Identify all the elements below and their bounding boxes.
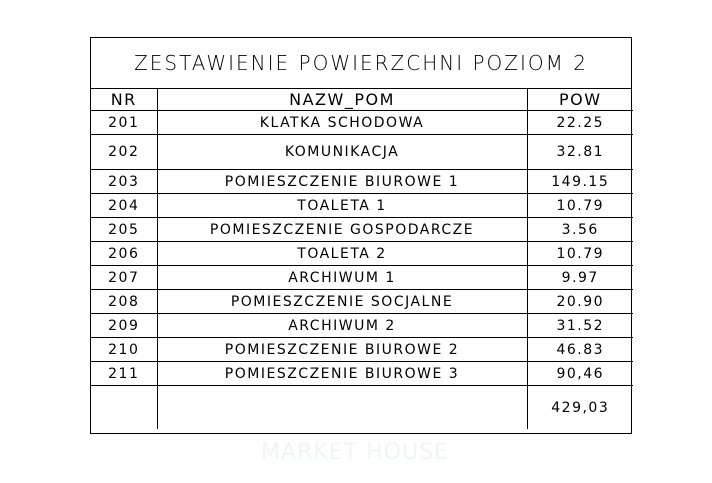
room-name: POMIESZCZENIE SOCJALNE [157,290,527,314]
table-row [91,338,633,362]
room-area: 46.83 [527,338,633,362]
room-name: POMIESZCZENIE BIUROWE 2 [157,338,527,362]
header-name: NAZW_POM [157,88,527,111]
room-area: 149.15 [527,170,633,194]
room-number: 203 [91,170,157,194]
room-name: ARCHIWUM 2 [157,314,527,338]
room-number: 202 [91,135,157,170]
room-name: TOALETA 1 [157,194,527,218]
room-area: 9.97 [527,266,633,290]
table-row [91,135,633,170]
room-area: 90,46 [527,362,633,386]
room-name: ARCHIWUM 1 [157,266,527,290]
table-row [91,362,633,386]
area-grid [91,88,633,429]
table-title: ZESTAWIENIE POWIERZCHNI POZIOM 2 [91,38,631,89]
total-row [91,386,633,430]
room-name: POMIESZCZENIE BIUROWE 3 [157,362,527,386]
room-name: POMIESZCZENIE BIUROWE 1 [157,170,527,194]
room-name: KOMUNIKACJA [157,135,527,170]
table-row [91,194,633,218]
total-name-cell [157,386,527,430]
table-row [91,218,633,242]
room-area: 20.90 [527,290,633,314]
total-nr-cell [91,386,157,430]
room-area: 10.79 [527,242,633,266]
room-name: TOALETA 2 [157,242,527,266]
table-row [91,170,633,194]
room-number: 209 [91,314,157,338]
table-row [91,266,633,290]
table-row [91,314,633,338]
room-area: 10.79 [527,194,633,218]
room-name: KLATKA SCHODOWA [157,111,527,135]
room-number: 210 [91,338,157,362]
watermark-text: MARKET HOUSE [261,440,449,465]
room-number: 206 [91,242,157,266]
room-number: 208 [91,290,157,314]
room-number: 207 [91,266,157,290]
room-number: 205 [91,218,157,242]
room-area: 22.25 [527,111,633,135]
header-pow: POW [527,88,633,111]
room-number: 204 [91,194,157,218]
room-area: 31.52 [527,314,633,338]
table-row [91,111,633,135]
room-area: 3.56 [527,218,633,242]
room-number: 201 [91,111,157,135]
table-row [91,290,633,314]
room-name: POMIESZCZENIE GOSPODARCZE [157,218,527,242]
room-area: 32.81 [527,135,633,170]
total-area: 429,03 [527,386,633,430]
table-row [91,242,633,266]
area-schedule-table [90,37,632,434]
header-row [91,88,633,111]
room-number: 211 [91,362,157,386]
header-nr: NR [91,88,157,111]
